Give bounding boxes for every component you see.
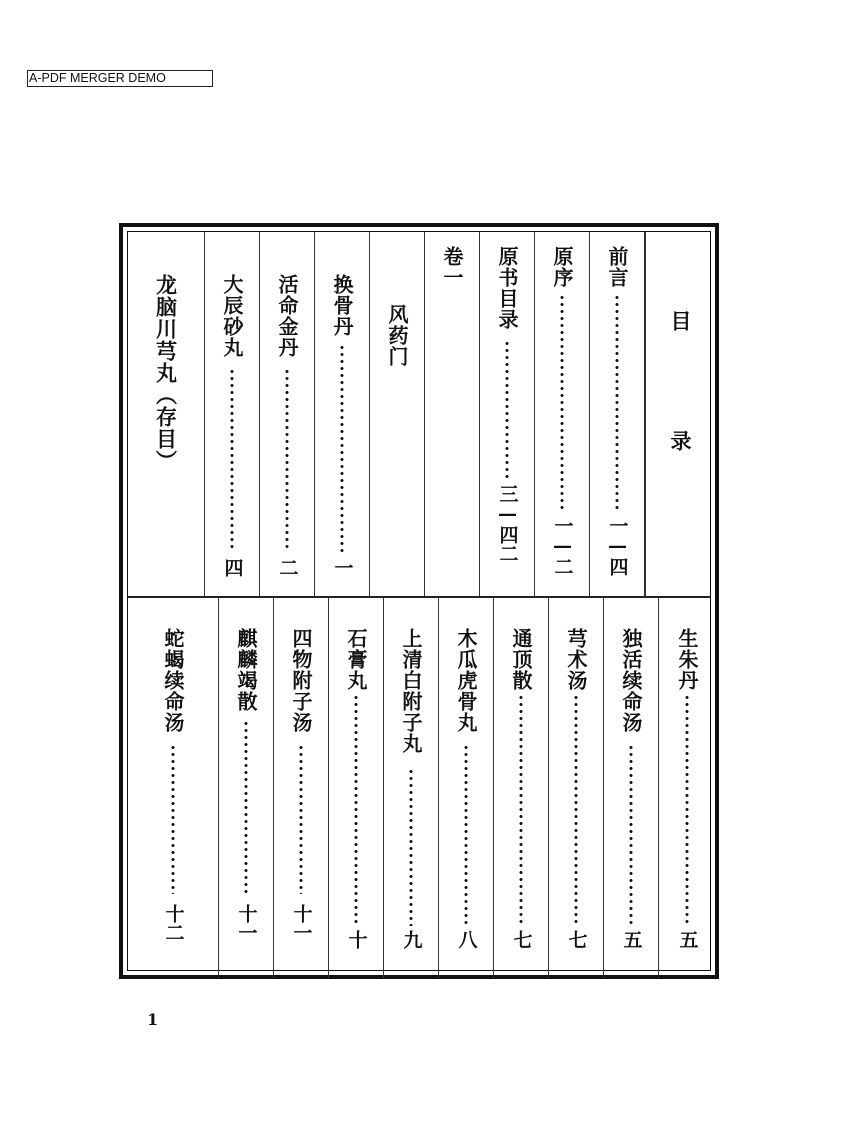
toc-dot-leader [560, 294, 564, 512]
toc-dot-leader [299, 744, 303, 894]
toc-row-huoming-jindan [260, 232, 315, 596]
toc-frame [119, 223, 719, 979]
toc-row-preface [590, 232, 645, 596]
toc-volume-heading: 卷一 [440, 246, 464, 288]
toc-heading-char-1: 目 [668, 310, 693, 332]
toc-dot-leader [171, 744, 175, 894]
toc-row-volume-one [425, 232, 480, 596]
toc-entry-title: 麒麟竭散 [234, 628, 258, 712]
toc-entry-title: 原序 [550, 246, 574, 288]
toc-row-longnao-chuanxiong-wan [128, 232, 205, 596]
toc-entry-title: 独活续命汤 [619, 628, 643, 733]
page-number: 1 [147, 1010, 159, 1029]
toc-entry-page: 三—四二 [496, 484, 519, 563]
toc-entry-page: 十 [345, 930, 368, 949]
toc-dot-leader [615, 294, 619, 512]
toc-dot-leader [244, 720, 248, 894]
toc-row-dachensha-wan [205, 232, 260, 596]
toc-entry-title: 通顶散 [509, 628, 533, 691]
toc-row-shigao-wan [329, 598, 384, 978]
toc-dot-leader [505, 340, 509, 482]
toc-row-qilinjie-san [219, 598, 274, 978]
toc-entry-page: 十二 [162, 904, 185, 942]
toc-entry-title: 前言 [605, 246, 629, 288]
pdf-merger-watermark: A-PDF MERGER DEMO [27, 70, 213, 87]
toc-heading-char-2: 录 [668, 430, 693, 452]
toc-dot-leader [574, 694, 578, 926]
toc-entry-title: 大辰砂丸 [220, 274, 244, 358]
toc-row-shengzhu-dan [659, 598, 715, 978]
toc-entry-title: 蛇蝎续命汤 [161, 628, 185, 733]
toc-entry-title: 上清白附子丸 [399, 628, 423, 754]
toc-row-original-preface [535, 232, 590, 596]
toc-dot-leader [409, 768, 413, 926]
toc-entry-title: 木瓜虎骨丸 [454, 628, 478, 733]
toc-entry-page: 一—二 [551, 516, 574, 576]
toc-dot-leader [230, 368, 234, 552]
toc-entry-page: 一—四 [606, 516, 629, 576]
toc-row-mugua-hugu-wan [439, 598, 494, 978]
toc-entry-page: 四 [221, 558, 244, 577]
toc-entry-title: 活命金丹 [275, 274, 299, 358]
toc-row-original-contents [480, 232, 535, 596]
toc-row-shangqing-baifuzi-wan [384, 598, 439, 978]
toc-entry-title: 生朱丹 [675, 628, 699, 691]
toc-entry-page: 五 [676, 930, 699, 949]
toc-row-wind-medicine-section [370, 232, 425, 596]
toc-entry-page: 五 [620, 930, 643, 949]
toc-entry-title: 石膏丸 [344, 628, 368, 691]
toc-row-shexie-xuming-tang [128, 598, 219, 978]
toc-row-xiongzhu-tang [549, 598, 604, 978]
toc-dot-leader [685, 694, 689, 926]
toc-entry-title: 龙脑川芎丸（存目） [153, 274, 179, 472]
toc-entry-page: 七 [510, 930, 533, 949]
toc-row-siwu-fuzi-tang [274, 598, 329, 978]
toc-entry-page: 七 [565, 930, 588, 949]
toc-dot-leader [519, 694, 523, 926]
toc-entry-page: 十一 [290, 904, 313, 942]
toc-row-huangu-dan [315, 232, 370, 596]
toc-entry-page: 九 [400, 930, 423, 949]
toc-dot-leader [629, 744, 633, 926]
toc-entry-title: 四物附子汤 [289, 628, 313, 733]
toc-dot-leader [340, 344, 344, 552]
toc-dot-leader [464, 744, 468, 926]
toc-entry-page: 八 [455, 930, 478, 949]
toc-entry-page: 二 [276, 558, 299, 577]
toc-entry-page: 一 [331, 558, 354, 577]
toc-dot-leader [354, 694, 358, 926]
toc-dot-leader [285, 368, 289, 552]
toc-entry-title: 换骨丹 [330, 274, 354, 337]
toc-row-tongding-san [494, 598, 549, 978]
toc-entry-title: 芎术汤 [564, 628, 588, 691]
toc-entry-title: 原书目录 [495, 246, 519, 330]
toc-section-heading: 风药门 [385, 304, 409, 367]
toc-entry-page: 十一 [235, 904, 258, 942]
toc-heading-column [645, 232, 715, 596]
toc-inner-frame [127, 231, 711, 971]
toc-row-duhuo-xuming-tang [604, 598, 659, 978]
